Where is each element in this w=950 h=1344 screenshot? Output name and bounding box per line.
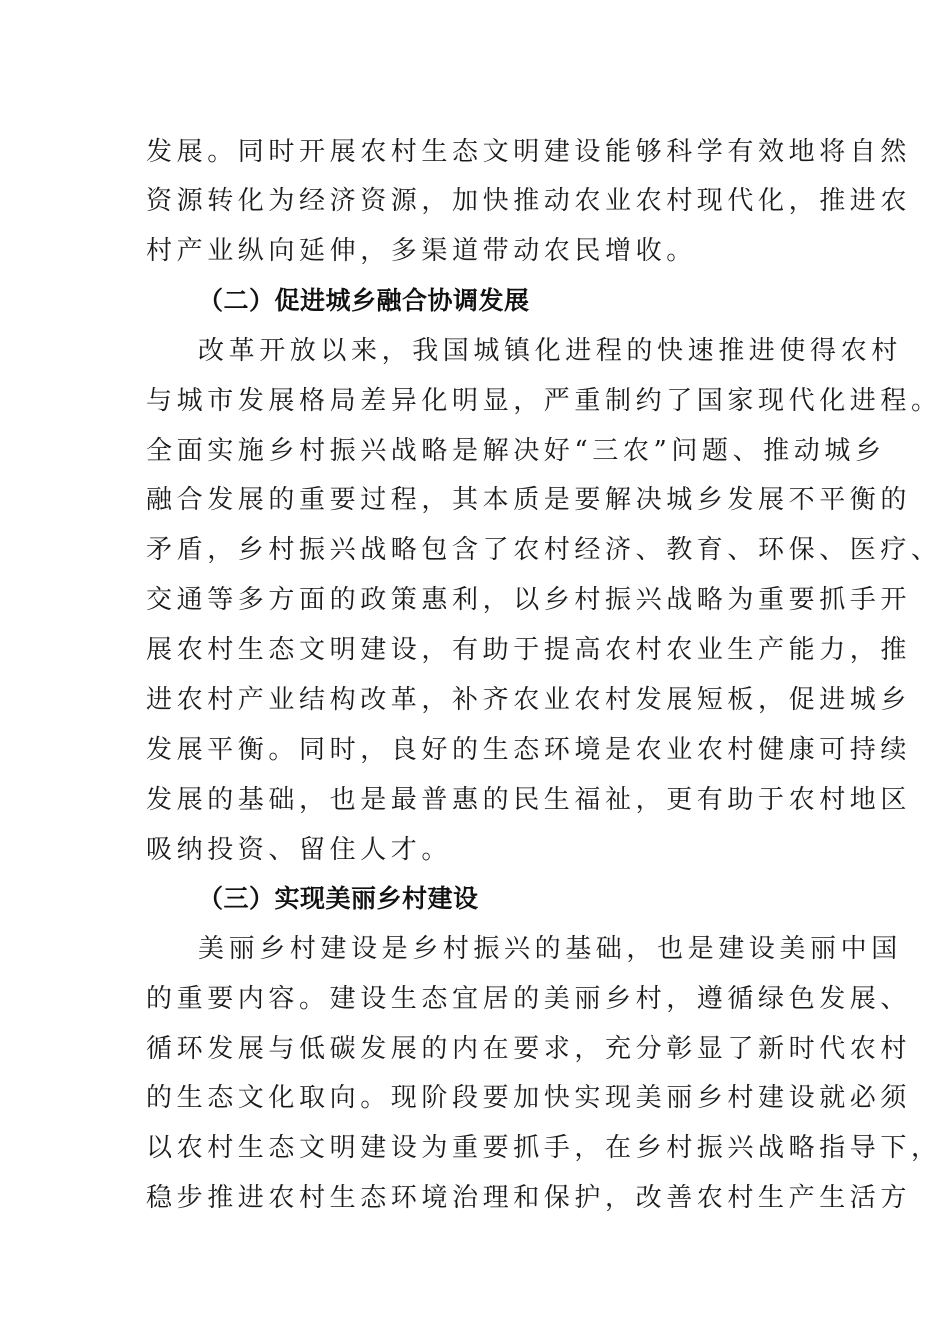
- paragraph-line: 融合发展的重要过程，其本质是要解决城乡发展不平衡的: [146, 485, 912, 515]
- paragraph-line: 美丽乡村建设是乡村振兴的基础，也是建设美丽中国: [198, 934, 902, 964]
- paragraph-line: 发展的基础，也是最普惠的民生福祉，更有助于农村地区: [146, 785, 912, 815]
- paragraph-line: 全面实施乡村振兴战略是解决好“三农”问题、推动城乡: [146, 436, 886, 466]
- paragraph-line: 以农村生态文明建设为重要抓手，在乡村振兴战略指导下，: [146, 1133, 942, 1163]
- section-heading-3: （三）实现美丽乡村建设: [198, 884, 479, 913]
- paragraph-line: 稳步推进农村生态环境治理和保护，改善农村生产生活方: [146, 1183, 912, 1213]
- paragraph-line: 的重要内容。建设生态宜居的美丽乡村，遵循绿色发展、: [146, 984, 912, 1014]
- paragraph-line: 与城市发展格局差异化明显，严重制约了国家现代化进程。: [146, 386, 942, 416]
- paragraph-line: 交通等多方面的政策惠利，以乡村振兴战略为重要抓手开: [146, 585, 912, 615]
- paragraph-line: 进农村产业结构改革，补齐农业农村发展短板，促进城乡: [146, 685, 912, 715]
- paragraph-line: 发展平衡。同时，良好的生态环境是农业农村健康可持续: [146, 735, 912, 765]
- paragraph-line: 资源转化为经济资源，加快推动农业农村现代化，推进农: [146, 186, 912, 216]
- paragraph-line: 发展。同时开展农村生态文明建设能够科学有效地将自然: [146, 137, 912, 167]
- paragraph-line: 改革开放以来，我国城镇化进程的快速推进使得农村: [198, 336, 902, 366]
- paragraph-line: 吸纳投资、留住人才。: [146, 835, 453, 865]
- paragraph-line: 村产业纵向延伸，多渠道带动农民增收。: [146, 236, 697, 266]
- paragraph-line: 矛盾，乡村振兴战略包含了农村经济、教育、环保、医疗、: [146, 535, 942, 565]
- paragraph-line: 循环发展与低碳发展的内在要求，充分彰显了新时代农村: [146, 1034, 912, 1064]
- paragraph-line: 展农村生态文明建设，有助于提高农村农业生产能力，推: [146, 635, 912, 665]
- section-heading-2: （二）促进城乡融合协调发展: [198, 286, 530, 315]
- paragraph-line: 的生态文化取向。现阶段要加快实现美丽乡村建设就必须: [146, 1083, 912, 1113]
